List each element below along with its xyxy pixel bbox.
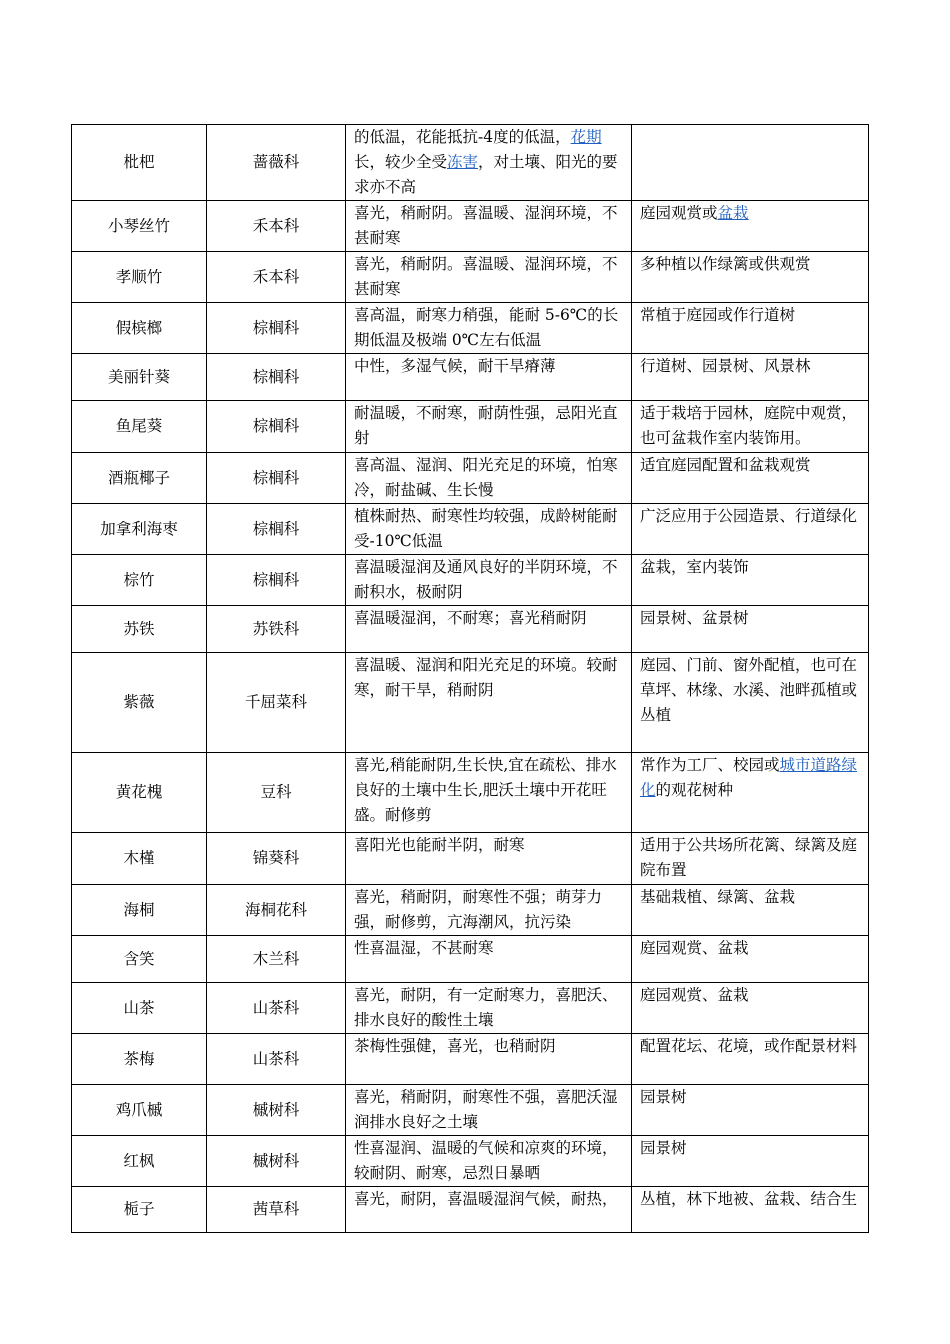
plant-family-cell: 茜草科 (207, 1187, 346, 1233)
table-row (72, 1085, 869, 1136)
plant-table (71, 124, 869, 1233)
cell-text: 园景树 (640, 1088, 687, 1106)
cell-text: ，对土壤、阳光的要求亦不高 (354, 153, 618, 196)
cell-text: 喜高温，耐寒力稍强，能耐 5-6℃的长期低温及极端 0℃左右低温 (354, 306, 619, 349)
plant-family-cell: 山茶科 (207, 983, 346, 1034)
cell-text: 常植于庭园或作行道树 (640, 306, 796, 324)
cell-text: 适用于公共场所花篱、绿篱及庭院布置 (640, 836, 858, 879)
cell-text: 盆栽，室内装饰 (640, 558, 749, 576)
plant-use-cell (632, 653, 869, 753)
plant-name-cell: 苏铁 (72, 606, 207, 653)
table-row (72, 885, 869, 936)
plant-name-cell: 木槿 (72, 833, 207, 885)
plant-family-cell: 锦葵科 (207, 833, 346, 885)
plant-use-cell (632, 833, 869, 885)
cell-text: 庭园、门前、窗外配植，也可在草坪、林缘、水溪、池畔孤植或丛植 (640, 656, 858, 724)
table-row (72, 252, 869, 303)
cell-text: 喜温暖湿润及通风良好的半阴环境，不耐积水，极耐阴 (354, 558, 618, 601)
plant-name-cell: 红枫 (72, 1136, 207, 1187)
cell-text: 耐温暖，不耐寒，耐荫性强，忌阳光直射 (354, 404, 618, 447)
plant-name-cell: 茶梅 (72, 1034, 207, 1085)
table-row (72, 606, 869, 653)
plant-name-cell: 栀子 (72, 1187, 207, 1233)
plant-habit-cell (346, 354, 632, 401)
cell-text: 庭园观赏、盆栽 (640, 986, 749, 1004)
cell-text: 性喜温湿，不甚耐寒 (354, 939, 494, 957)
plant-habit-cell (346, 125, 632, 201)
plant-use-cell (632, 753, 869, 833)
table-row (72, 401, 869, 453)
table-row (72, 936, 869, 983)
plant-family-cell: 木兰科 (207, 936, 346, 983)
cell-text: 的观花树种 (655, 781, 734, 799)
plant-family-cell: 槭树科 (207, 1136, 346, 1187)
plant-use-cell (632, 401, 869, 453)
plant-habit-cell (346, 606, 632, 653)
plant-use-cell (632, 1136, 869, 1187)
cell-text: 长，较少全受 (354, 153, 448, 171)
cell-text: 喜光，稍耐阴，耐寒性不强，喜肥沃湿润排水良好之土壤 (354, 1088, 618, 1131)
cell-text: 行道树、园景树、风景林 (640, 357, 811, 375)
cell-text: 喜阳光也能耐半阴，耐寒 (354, 836, 525, 854)
cell-text: 喜温暖、湿润和阳光充足的环境。较耐寒，耐干旱，稍耐阴 (354, 656, 618, 699)
plant-name-cell: 美丽针葵 (72, 354, 207, 401)
plant-family-cell: 山茶科 (207, 1034, 346, 1085)
plant-name-cell: 含笑 (72, 936, 207, 983)
plant-family-cell: 海桐花科 (207, 885, 346, 936)
plant-habit-cell (346, 1085, 632, 1136)
cell-text: 的低温，花能抵抗-4度的低温， (354, 128, 571, 146)
cell-text: 性喜湿润、温暖的气候和凉爽的环境，较耐阴、耐寒，忌烈日暴晒 (354, 1139, 618, 1182)
cell-text: 茶梅性强健，喜光，也稍耐阴 (354, 1037, 556, 1055)
plant-habit-cell (346, 1187, 632, 1233)
plant-family-cell: 槭树科 (207, 1085, 346, 1136)
cell-text: 中性，多湿气候，耐干旱瘠薄 (354, 357, 556, 375)
plant-name-cell: 小琴丝竹 (72, 201, 207, 252)
plant-use-cell (632, 1085, 869, 1136)
cell-text: 园景树 (640, 1139, 687, 1157)
plant-habit-cell (346, 303, 632, 354)
cell-text: 园景树、盆景树 (640, 609, 749, 627)
term-link[interactable]: 盆栽 (717, 204, 749, 222)
cell-text: 多种植以作绿篱或供观赏 (640, 255, 811, 273)
plant-name-cell: 孝顺竹 (72, 252, 207, 303)
plant-habit-cell (346, 753, 632, 833)
plant-family-cell: 棕榈科 (207, 401, 346, 453)
plant-name-cell: 鸡爪槭 (72, 1085, 207, 1136)
term-link[interactable]: 花期 (570, 128, 602, 146)
plant-use-cell (632, 504, 869, 555)
plant-habit-cell (346, 252, 632, 303)
plant-family-cell: 蔷薇科 (207, 125, 346, 201)
term-link[interactable]: 冻害 (447, 153, 479, 171)
plant-name-cell: 枇杷 (72, 125, 207, 201)
plant-use-cell (632, 453, 869, 504)
plant-family-cell: 棕榈科 (207, 354, 346, 401)
table-row (72, 201, 869, 252)
cell-text: 喜光，耐阴，喜温暖湿润气候，耐热， (354, 1190, 618, 1208)
plant-name-cell: 黄花槐 (72, 753, 207, 833)
plant-name-cell: 山茶 (72, 983, 207, 1034)
cell-text: 庭园观赏、盆栽 (640, 939, 749, 957)
cell-text: 植株耐热、耐寒性均较强，成龄树能耐受-10℃低温 (354, 507, 618, 550)
plant-use-cell (632, 201, 869, 252)
plant-family-cell: 棕榈科 (207, 303, 346, 354)
plant-use-cell (632, 1034, 869, 1085)
table-row (72, 753, 869, 833)
plant-family-cell: 禾本科 (207, 252, 346, 303)
cell-text: 喜温暖湿润，不耐寒；喜光稍耐阴 (354, 609, 587, 627)
plant-name-cell: 加拿利海枣 (72, 504, 207, 555)
plant-habit-cell (346, 401, 632, 453)
table-row (72, 125, 869, 201)
cell-text: 喜光，稍耐阴，耐寒性不强；萌芽力强，耐修剪，亢海潮风，抗污染 (354, 888, 603, 931)
plant-habit-cell (346, 653, 632, 753)
plant-family-cell: 棕榈科 (207, 453, 346, 504)
cell-text: 适宜庭园配置和盆栽观赏 (640, 456, 811, 474)
table-row (72, 1136, 869, 1187)
plant-name-cell: 酒瓶椰子 (72, 453, 207, 504)
cell-text: 庭园观赏或 (640, 204, 718, 222)
table-row (72, 555, 869, 606)
table-row (72, 504, 869, 555)
plant-habit-cell (346, 201, 632, 252)
plant-use-cell (632, 983, 869, 1034)
plant-name-cell: 棕竹 (72, 555, 207, 606)
plant-habit-cell (346, 1136, 632, 1187)
plant-use-cell (632, 303, 869, 354)
plant-habit-cell (346, 833, 632, 885)
table-row (72, 983, 869, 1034)
term-link[interactable]: 城市道路绿化 (640, 756, 858, 799)
cell-text: 喜光，稍耐阴。喜温暖、湿润环境，不甚耐寒 (354, 255, 618, 298)
cell-text: 适于栽培于园林，庭院中观赏，也可盆栽作室内装饰用。 (640, 404, 858, 447)
table-row (72, 833, 869, 885)
plant-habit-cell (346, 1034, 632, 1085)
cell-text: 常作为工厂、校园或 (640, 756, 780, 774)
cell-text: 丛植，林下地被、盆栽、结合生 (640, 1190, 858, 1208)
plant-name-cell: 假槟榔 (72, 303, 207, 354)
table-row (72, 303, 869, 354)
cell-text: 喜高温、湿润、阳光充足的环境，怕寒冷，耐盐碱、生长慢 (354, 456, 618, 499)
plant-family-cell: 禾本科 (207, 201, 346, 252)
plant-use-cell (632, 606, 869, 653)
cell-text: 喜光，稍耐阴。喜温暖、湿润环境，不甚耐寒 (354, 204, 618, 247)
plant-use-cell (632, 252, 869, 303)
plant-use-cell (632, 936, 869, 983)
plant-use-cell (632, 885, 869, 936)
table-row (72, 453, 869, 504)
plant-habit-cell (346, 453, 632, 504)
plant-habit-cell (346, 983, 632, 1034)
plant-use-cell (632, 555, 869, 606)
plant-habit-cell (346, 885, 632, 936)
plant-name-cell: 海桐 (72, 885, 207, 936)
plant-habit-cell (346, 936, 632, 983)
cell-text: 基础栽植、绿篱、盆栽 (640, 888, 796, 906)
plant-use-cell (632, 1187, 869, 1233)
cell-text: 喜光，耐阴，有一定耐寒力，喜肥沃、排水良好的酸性土壤 (354, 986, 618, 1029)
plant-family-cell: 棕榈科 (207, 504, 346, 555)
table-row (72, 354, 869, 401)
cell-text: 广泛应用于公园造景、行道绿化 (640, 507, 858, 525)
table-row (72, 653, 869, 753)
cell-text: 配置花坛、花境，或作配景材料 (640, 1037, 858, 1055)
plant-family-cell: 苏铁科 (207, 606, 346, 653)
table-row (72, 1034, 869, 1085)
plant-use-cell (632, 354, 869, 401)
plant-family-cell: 千屈菜科 (207, 653, 346, 753)
plant-name-cell: 鱼尾葵 (72, 401, 207, 453)
plant-family-cell: 棕榈科 (207, 555, 346, 606)
plant-habit-cell (346, 555, 632, 606)
plant-use-cell (632, 125, 869, 201)
cell-text: 喜光,稍能耐阴,生长快,宜在疏松、排水良好的土壤中生长,肥沃土壤中开花旺盛。耐修剪 (354, 756, 617, 824)
plant-family-cell: 豆科 (207, 753, 346, 833)
table-row (72, 1187, 869, 1233)
plant-name-cell: 紫薇 (72, 653, 207, 753)
plant-table-body (72, 125, 869, 1233)
plant-habit-cell (346, 504, 632, 555)
